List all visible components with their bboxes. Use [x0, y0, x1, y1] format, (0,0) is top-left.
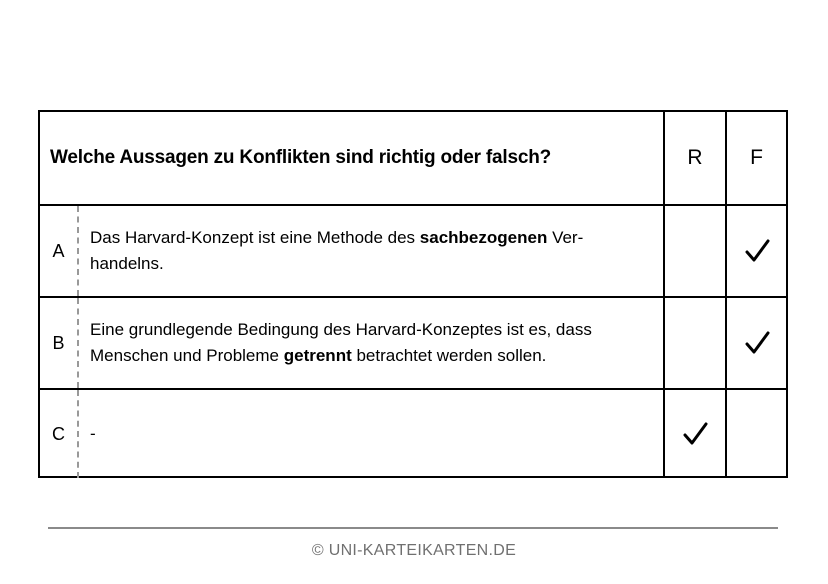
checkmark-icon [744, 330, 770, 356]
quiz-table [38, 110, 788, 478]
row-letter-c: C [40, 390, 79, 478]
statement-a-bold: sachbezogenen [419, 228, 548, 247]
statement-b-text-3: betrachtet werden sollen. [351, 346, 547, 365]
statement-a [90, 206, 650, 296]
header-row [40, 112, 786, 204]
answer-cell-a-f [725, 206, 786, 296]
answer-cell-c-f [725, 390, 786, 478]
statement-b [90, 298, 650, 388]
answer-cell-b-r [663, 298, 725, 388]
row-letter-a: A [40, 206, 79, 296]
checkmark-icon [744, 238, 770, 264]
answer-cell-b-f [725, 298, 786, 388]
checkmark-icon [682, 421, 708, 447]
footer-divider [48, 527, 778, 529]
statement-row-a [40, 204, 786, 296]
column-header-f [725, 112, 786, 204]
answer-cell-a-r [663, 206, 725, 296]
question-title: Welche Aussagen zu Konflikten sind richtig oder falsch? [50, 147, 552, 168]
statement-row-b [40, 296, 786, 388]
column-header-f-label: F [750, 146, 763, 169]
statement-c [90, 390, 650, 478]
row-letter-b: B [40, 298, 79, 388]
statement-a-text-1: Das Harvard-Konzept ist eine Methode des [90, 228, 420, 247]
statement-c-text: - [90, 424, 96, 443]
statement-b-bold: getrennt [283, 346, 352, 365]
statement-row-c [40, 388, 786, 478]
statement-b-text-1: Eine grundlegende Bedingung des Harvard-Konzeptes ist es, dass [90, 320, 592, 339]
footer-copyright: © UNI-KARTEIKARTEN.DE [311, 542, 517, 559]
column-header-r-label: R [687, 146, 703, 169]
statement-a-text-2: Ver- [547, 228, 584, 247]
statement-a-text-3: handelns. [90, 254, 164, 273]
column-header-r [663, 112, 725, 204]
statement-b-text-2: Menschen und Probleme [90, 346, 284, 365]
answer-cell-c-r [663, 390, 725, 478]
